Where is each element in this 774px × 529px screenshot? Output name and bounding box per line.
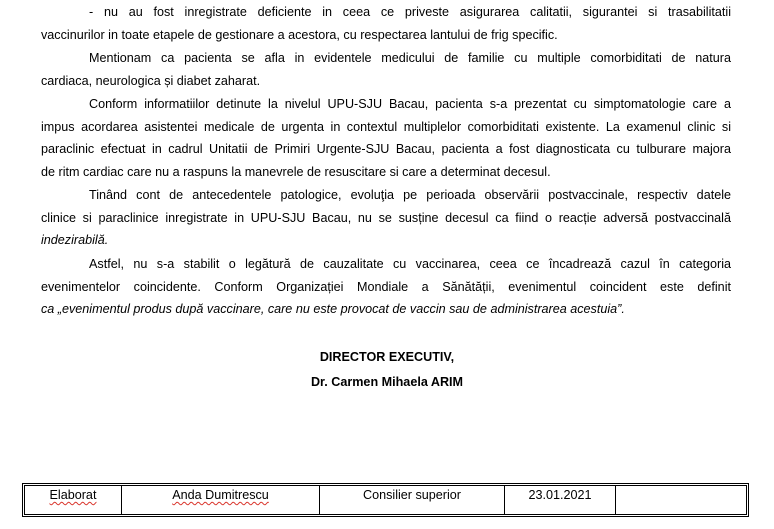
footer-position: Consilier superior (320, 486, 505, 514)
paragraph-1 (41, 1, 731, 46)
footer-extra (616, 486, 747, 514)
paragraph-4 (41, 184, 731, 252)
paragraph-2-line-2: cardiaca, neurologica și diabet zaharat. (41, 73, 261, 88)
footer-role-label: Elaborat (49, 488, 97, 502)
paragraph-1-line-1: - nu au fost inregistrate deficiente in ceea ce priveste asigurarea calitatii, sigurantei si trasabilitatii (89, 5, 731, 19)
paragraph-3 (41, 93, 731, 183)
paragraph-4-line-3: indezirabilă. (41, 233, 109, 247)
signature-title: DIRECTOR EXECUTIV, (319, 350, 455, 364)
paragraph-4-line-2: clinice si paraclinice inregistrate in UPU-SJU Bacau, nu se susține decesul ca fiind o reacție adversă postvaccinală (41, 210, 731, 225)
paragraph-5 (41, 253, 731, 321)
paragraph-5-line-1: Astfel, nu s-a stabilit o legătură de cauzalitate cu vaccinarea, ceea ce încadrează cazul în categoria (89, 257, 731, 271)
paragraph-3-line-4: de ritm cardiac care nu a raspuns la manevrele de resuscitare si care a determinat decesul. (41, 164, 551, 179)
paragraph-2-line-1: Mentionam ca pacienta se afla in evidentele medicului de familie cu multiple comorbiditati de natura (89, 51, 731, 65)
paragraph-3-line-1: Conform informatiilor detinute la nivelul UPU-SJU Bacau, pacienta s-a prezentat cu simptomatologie care a (89, 97, 731, 111)
paragraph-1-line-2: vaccinurilor in toate etapele de gestionare a acestora, cu respectarea lantului de frig specific. (41, 27, 558, 42)
paragraph-4-line-1: Tinând cont de antecedentele patologice, evoluţia pe perioada observării postvaccinale, respectiv datele (89, 188, 731, 202)
signature-name: Dr. Carmen Mihaela ARIM (310, 375, 464, 389)
footer-person: Anda Dumitrescu (122, 486, 320, 514)
paragraph-3-line-2: impus acordarea asistentei medicale de urgenta in contextul multiplelor comorbiditati existente. La examenul clinic si (41, 119, 731, 134)
paragraph-3-line-3: paraclinic efectuat in cadrul Unitatii de Primiri Urgente-SJU Bacau, pacienta a fost diagnosticata cu tulburare majora (41, 142, 731, 156)
paragraph-5-line-3: ca „evenimentul produs după vaccinare, care nu este provocat de vaccin sau de administrarea acestuia”. (41, 302, 625, 316)
paragraph-5-line-2: evenimentelor coincidente. Conform Organizației Mondiale a Sănătății, evenimentul coincident este definit (41, 279, 731, 294)
footer-table (22, 483, 749, 517)
paragraph-2 (41, 47, 731, 92)
footer-date: 23.01.2021 (505, 486, 616, 514)
